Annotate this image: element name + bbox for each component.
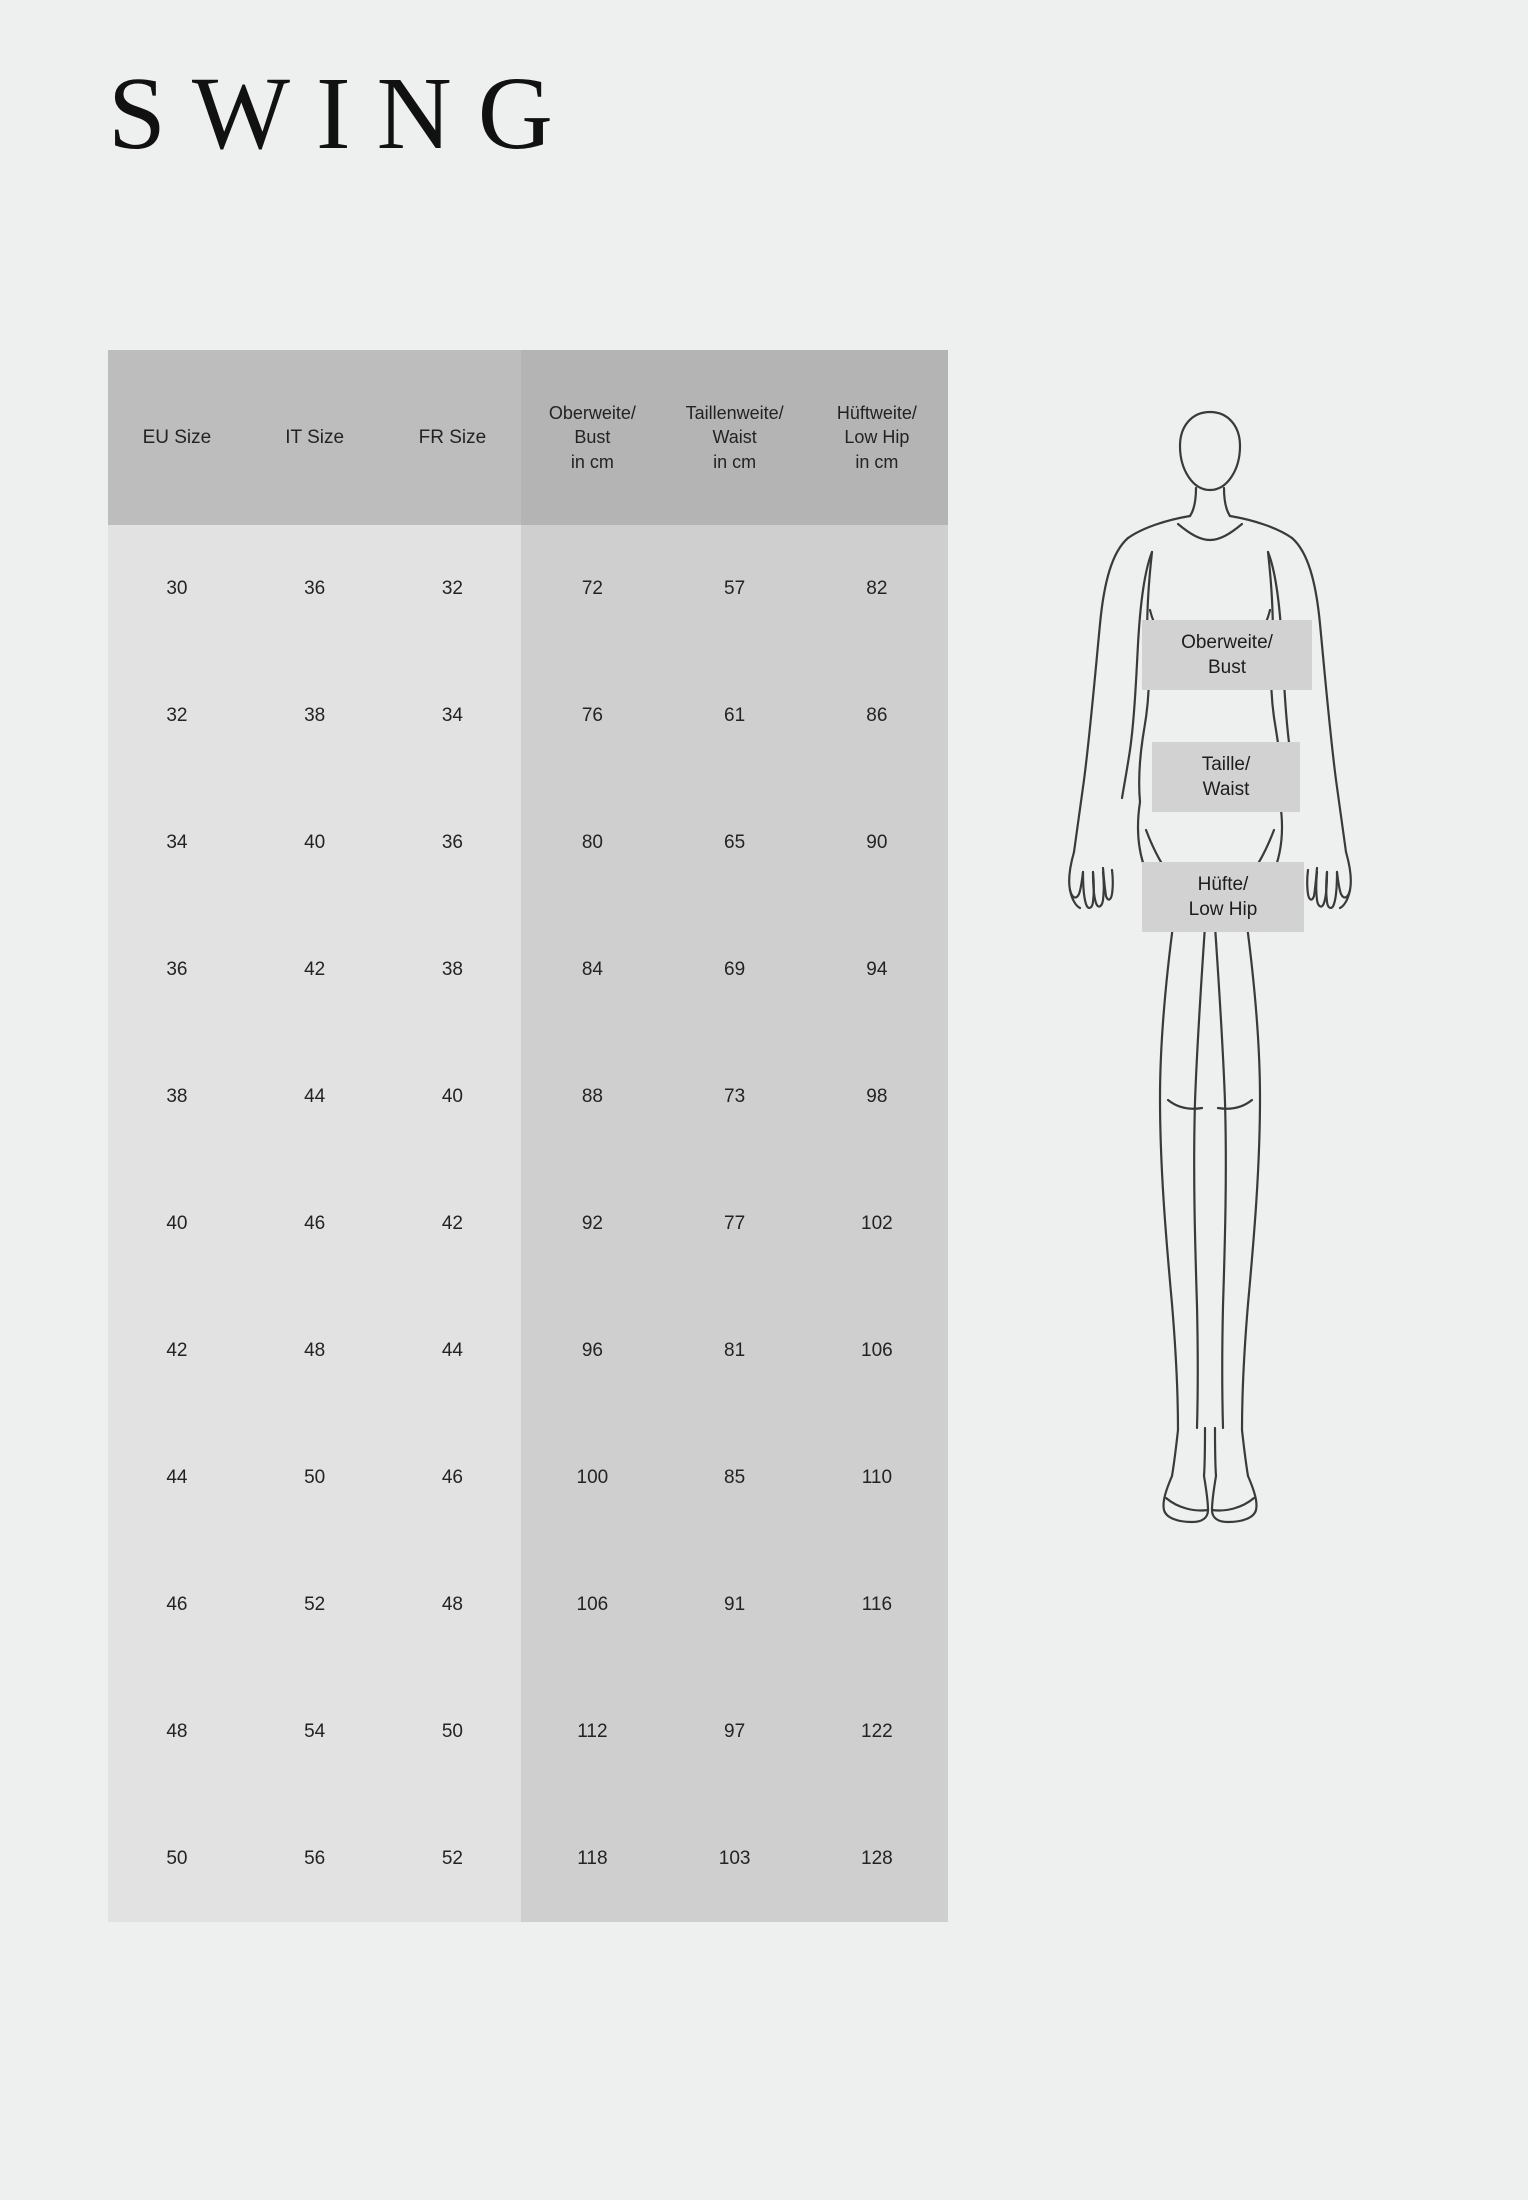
callout-bust-line2: Bust (1207, 657, 1247, 679)
cell-waist: 103 (664, 1795, 806, 1922)
table-row (108, 1668, 948, 1795)
callout-waist-line1: Taille/ (1201, 754, 1251, 775)
cell-bust: 100 (521, 1414, 663, 1541)
cell-eu-size: 40 (108, 1160, 246, 1287)
size-chart-table (108, 350, 948, 1922)
column-header-bust-line3: in cm (570, 451, 614, 472)
cell-bust: 112 (521, 1668, 663, 1795)
cell-waist: 97 (664, 1668, 806, 1795)
cell-fr-size: 38 (384, 906, 522, 1033)
cell-eu-size: 48 (108, 1668, 246, 1795)
cell-it-size: 36 (246, 525, 384, 652)
column-header-low-hip (806, 350, 948, 525)
cell-bust: 80 (521, 779, 663, 906)
cell-bust: 92 (521, 1160, 663, 1287)
cell-eu-size: 38 (108, 1033, 246, 1160)
table-body (108, 525, 948, 1922)
cell-waist: 57 (664, 525, 806, 652)
cell-low-hip: 102 (806, 1160, 948, 1287)
cell-fr-size: 46 (384, 1414, 522, 1541)
cell-it-size: 42 (246, 906, 384, 1033)
cell-fr-size: 50 (384, 1668, 522, 1795)
column-header-bust (521, 350, 663, 525)
column-header-fr-size: FR Size (384, 350, 522, 525)
cell-low-hip: 128 (806, 1795, 948, 1922)
cell-eu-size: 44 (108, 1414, 246, 1541)
cell-waist: 81 (664, 1287, 806, 1414)
table-row (108, 1414, 948, 1541)
cell-fr-size: 40 (384, 1033, 522, 1160)
callout-waist-line2: Waist (1202, 779, 1250, 801)
cell-it-size: 54 (246, 1668, 384, 1795)
cell-fr-size: 44 (384, 1287, 522, 1414)
cell-waist: 69 (664, 906, 806, 1033)
cell-low-hip: 110 (806, 1414, 948, 1541)
cell-it-size: 50 (246, 1414, 384, 1541)
table-row (108, 1795, 948, 1922)
table-row (108, 1541, 948, 1668)
table-header-row (108, 350, 948, 525)
cell-low-hip: 98 (806, 1033, 948, 1160)
column-header-waist-line3: in cm (713, 451, 757, 472)
cell-it-size: 46 (246, 1160, 384, 1287)
column-header-bust-line1: Oberweite/ (548, 403, 636, 424)
cell-bust: 88 (521, 1033, 663, 1160)
cell-eu-size: 32 (108, 652, 246, 779)
column-header-low-hip-line1: Hüftweite/ (836, 403, 917, 424)
table-row (108, 779, 948, 906)
cell-it-size: 56 (246, 1795, 384, 1922)
cell-waist: 91 (664, 1541, 806, 1668)
column-header-low-hip-line3: in cm (855, 451, 899, 472)
cell-low-hip: 122 (806, 1668, 948, 1795)
cell-low-hip: 106 (806, 1287, 948, 1414)
cell-fr-size: 52 (384, 1795, 522, 1922)
cell-bust: 118 (521, 1795, 663, 1922)
cell-eu-size: 46 (108, 1541, 246, 1668)
cell-it-size: 44 (246, 1033, 384, 1160)
callout-bust (1142, 620, 1312, 690)
column-header-bust-line2: Bust (574, 427, 611, 448)
cell-fr-size: 32 (384, 525, 522, 652)
table-row (108, 1287, 948, 1414)
column-header-waist (664, 350, 806, 525)
table-row (108, 906, 948, 1033)
cell-eu-size: 50 (108, 1795, 246, 1922)
column-header-low-hip-line2: Low Hip (844, 427, 910, 448)
table-row (108, 525, 948, 652)
cell-fr-size: 36 (384, 779, 522, 906)
cell-waist: 77 (664, 1160, 806, 1287)
cell-bust: 76 (521, 652, 663, 779)
cell-it-size: 40 (246, 779, 384, 906)
cell-bust: 106 (521, 1541, 663, 1668)
cell-low-hip: 86 (806, 652, 948, 779)
cell-fr-size: 34 (384, 652, 522, 779)
cell-bust: 72 (521, 525, 663, 652)
column-header-waist-line2: Waist (712, 427, 757, 448)
table-header (108, 350, 948, 525)
callout-low-hip (1142, 862, 1304, 932)
cell-waist: 73 (664, 1033, 806, 1160)
cell-low-hip: 82 (806, 525, 948, 652)
cell-eu-size: 30 (108, 525, 246, 652)
cell-low-hip: 90 (806, 779, 948, 906)
cell-eu-size: 36 (108, 906, 246, 1033)
cell-low-hip: 116 (806, 1541, 948, 1668)
table-row (108, 1033, 948, 1160)
column-header-waist-line1: Taillenweite/ (685, 403, 784, 424)
table-row (108, 1160, 948, 1287)
cell-bust: 96 (521, 1287, 663, 1414)
cell-it-size: 52 (246, 1541, 384, 1668)
callout-bust-line1: Oberweite/ (1181, 632, 1273, 653)
cell-bust: 84 (521, 906, 663, 1033)
cell-eu-size: 34 (108, 779, 246, 906)
cell-fr-size: 42 (384, 1160, 522, 1287)
cell-it-size: 48 (246, 1287, 384, 1414)
cell-eu-size: 42 (108, 1287, 246, 1414)
body-figure-diagram (1000, 400, 1420, 1920)
callout-low-hip-line1: Hüfte/ (1197, 874, 1249, 895)
column-header-eu-size: EU Size (108, 350, 246, 525)
callout-waist (1152, 742, 1300, 812)
callout-low-hip-line2: Low Hip (1188, 899, 1258, 921)
cell-fr-size: 48 (384, 1541, 522, 1668)
cell-waist: 65 (664, 779, 806, 906)
cell-waist: 61 (664, 652, 806, 779)
column-header-it-size: IT Size (246, 350, 384, 525)
cell-it-size: 38 (246, 652, 384, 779)
cell-low-hip: 94 (806, 906, 948, 1033)
table-row (108, 652, 948, 779)
cell-waist: 85 (664, 1414, 806, 1541)
brand-logo: SWING (108, 56, 579, 171)
